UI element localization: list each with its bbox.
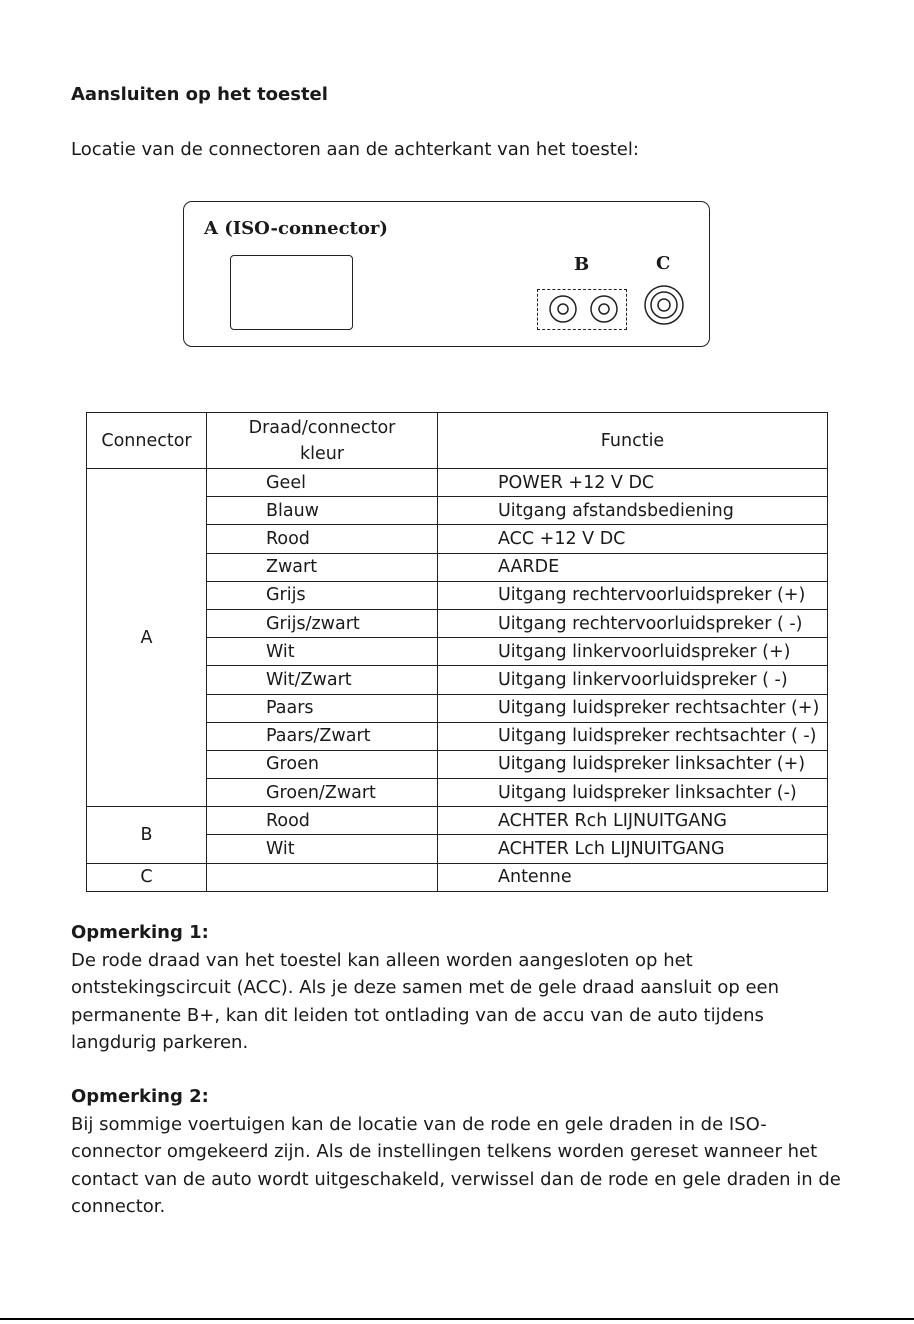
function-cell: ACC +12 V DC xyxy=(438,525,828,553)
connector-b-label: B xyxy=(574,254,590,275)
connector-cell: B xyxy=(87,807,207,863)
function-cell: Uitgang luidspreker rechtsachter ( -) xyxy=(438,722,828,750)
table-row xyxy=(87,863,828,891)
header-wire-color xyxy=(207,413,438,469)
function-cell: AARDE xyxy=(438,553,828,581)
wire-color-cell: Paars/Zwart xyxy=(207,722,438,750)
function-cell: Uitgang rechtervoorluidspreker ( -) xyxy=(438,609,828,637)
header-connector: Connector xyxy=(87,413,207,469)
note-1-line: De rode draad van het toestel kan alleen worden aangesloten op het xyxy=(71,949,693,971)
note-1-line: permanente B+, kan dit leiden tot ontlading van de accu van de auto tijdens xyxy=(71,1004,764,1026)
connector-cell: C xyxy=(87,863,207,891)
wire-color-cell: Wit xyxy=(207,835,438,863)
function-cell: Uitgang rechtervoorluidspreker (+) xyxy=(438,581,828,609)
function-cell: POWER +12 V DC xyxy=(438,469,828,497)
connector-jacks xyxy=(0,0,914,400)
wire-color-cell: Wit xyxy=(207,638,438,666)
note-2-line: contact van de auto wordt uitgeschakeld, verwissel dan de rode en gele draden in de xyxy=(71,1168,841,1190)
table-header-row xyxy=(87,413,828,469)
connector-c-label: C xyxy=(656,253,671,274)
antenna-jack-icon xyxy=(645,286,683,324)
table-row xyxy=(87,469,828,497)
note-2-line: connector. xyxy=(71,1196,166,1217)
header-function: Functie xyxy=(438,413,828,469)
function-cell: ACHTER Lch LIJNUITGANG xyxy=(438,835,828,863)
function-cell: Uitgang luidspreker linksachter (-) xyxy=(438,779,828,807)
function-cell: Uitgang afstandsbediening xyxy=(438,497,828,525)
wire-color-cell: Paars xyxy=(207,694,438,722)
function-cell: Antenne xyxy=(438,863,828,891)
note-1-line: ontstekingscircuit (ACC). Als je deze samen met de gele draad aansluit op een xyxy=(71,977,780,998)
rca-jack-left-icon xyxy=(591,296,617,322)
wire-color-cell: Wit/Zwart xyxy=(207,666,438,694)
wire-color-cell: Grijs xyxy=(207,581,438,609)
wire-color-cell: Grijs/zwart xyxy=(207,609,438,637)
note-2-title: Opmerking 2: xyxy=(71,1086,209,1107)
function-cell: ACHTER Rch LIJNUITGANG xyxy=(438,807,828,835)
rca-jack-right-icon xyxy=(550,296,576,322)
function-cell: Uitgang linkervoorluidspreker (+) xyxy=(438,638,828,666)
table-row xyxy=(87,807,828,835)
section-heading: Aansluiten op het toestel xyxy=(71,84,328,105)
wire-color-cell: Groen xyxy=(207,750,438,778)
function-cell: Uitgang luidspreker linksachter (+) xyxy=(438,750,828,778)
wire-color-cell xyxy=(207,863,438,891)
function-cell: Uitgang luidspreker rechtsachter (+) xyxy=(438,694,828,722)
note-2-line: connector omgekeerd zijn. Als de instellingen telkens worden gereset wanneer het xyxy=(71,1141,818,1162)
wire-color-cell: Zwart xyxy=(207,553,438,581)
note-1-title: Opmerking 1: xyxy=(71,922,209,943)
note-2-line: Bij sommige voertuigen kan de locatie van de rode en gele draden in de ISO- xyxy=(71,1113,767,1135)
header-wire-color-text: Draad/connector kleur xyxy=(248,417,396,464)
intro-text: Locatie van de connectoren aan de achterkant van het toestel: xyxy=(71,139,639,160)
note-1-line: langdurig parkeren. xyxy=(71,1032,249,1053)
wire-color-cell: Geel xyxy=(207,469,438,497)
wire-color-cell: Rood xyxy=(207,807,438,835)
wire-color-cell: Groen/Zwart xyxy=(207,779,438,807)
note-1 xyxy=(71,919,841,1057)
note-2 xyxy=(71,1083,841,1221)
page-bottom-rule xyxy=(0,1318,914,1320)
wire-color-cell: Blauw xyxy=(207,497,438,525)
function-cell: Uitgang linkervoorluidspreker ( -) xyxy=(438,666,828,694)
iso-connector-label: A (ISO-connector) xyxy=(204,218,388,239)
wire-color-cell: Rood xyxy=(207,525,438,553)
connector-cell: A xyxy=(87,469,207,807)
connector-table xyxy=(86,412,828,892)
